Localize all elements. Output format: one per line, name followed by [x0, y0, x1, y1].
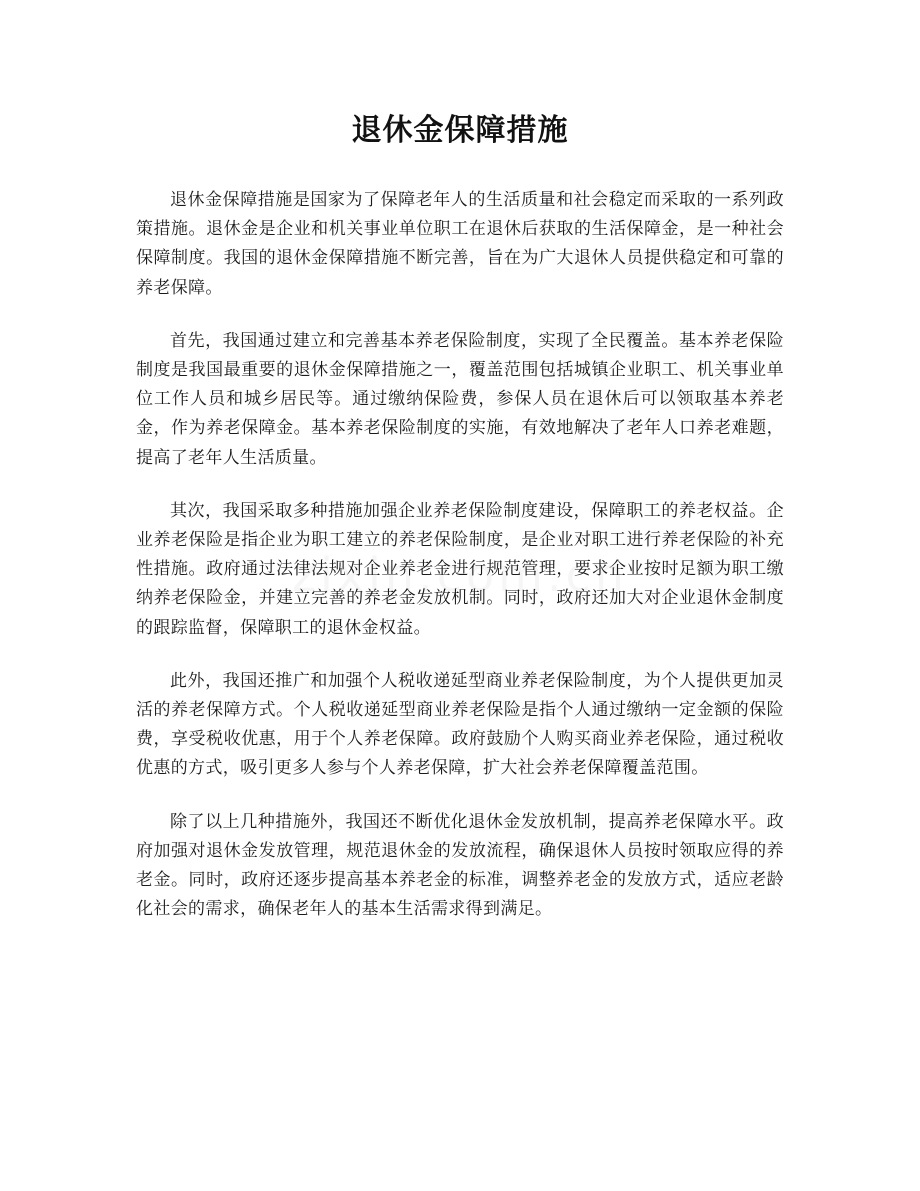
- paragraph-1: 退休金保障措施是国家为了保障老年人的生活质量和社会稳定而采取的一系列政策措施。退休金是企业和机关事业单位职工在退休后获取的生活保障金，是一种社会保障制度。我国的退休金保障措施不断完善，旨在为广大退休人员提供稳定和可靠的养老保障。: [136, 190, 784, 298]
- paragraph-5: 除了以上几种措施外，我国还不断优化退休金发放机制，提高养老保障水平。政府加强对退休金发放管理，规范退休金的发放流程，确保退休人员按时领取应得的养老金。同时，政府还逐步提高基本养老金的标准，调整养老金的发放方式，适应老龄化社会的需求，确保老年人的基本生活需求得到满足。: [136, 811, 784, 920]
- paragraph-3: 其次，我国采取多种措施加强企业养老保险制度建设，保障职工的养老权益。企业养老保险是指企业为职工建立的养老保险制度，是企业对职工进行养老保险的补充性措施。政府通过法律法规对企业养老金进行规范管理，要求企业按时足额为职工缴纳养老保险金，并建立完善的养老金发放机制。同时，政府还加大对企业退休金制度的跟踪监督，保障职工的退休金权益。: [136, 500, 784, 638]
- paragraph-2: 首先，我国通过建立和完善基本养老保险制度，实现了全民覆盖。基本养老保险制度是我国最重要的退休金保障措施之一，覆盖范围包括城镇企业职工、机关事业单位工作人员和城乡居民等。通过缴纳保险费，参保人员在退休后可以领取基本养老金，作为养老保障金。基本养老保险制度的实施，有效地解决了老年人口养老难题，提高了老年人生活质量。: [136, 330, 784, 468]
- paragraph-4: 此外，我国还推广和加强个人税收递延型商业养老保险制度，为个人提供更加灵活的养老保障方式。个人税收递延型商业养老保险是指个人通过缴纳一定金额的保险费，享受税收优惠，用于个人养老保障。政府鼓励个人购买商业养老保险，通过税收优惠的方式，吸引更多人参与个人养老保障，扩大社会养老保障覆盖范围。: [136, 670, 784, 779]
- document-title: 退休金保障措施: [351, 113, 569, 148]
- document-body: [136, 186, 784, 948]
